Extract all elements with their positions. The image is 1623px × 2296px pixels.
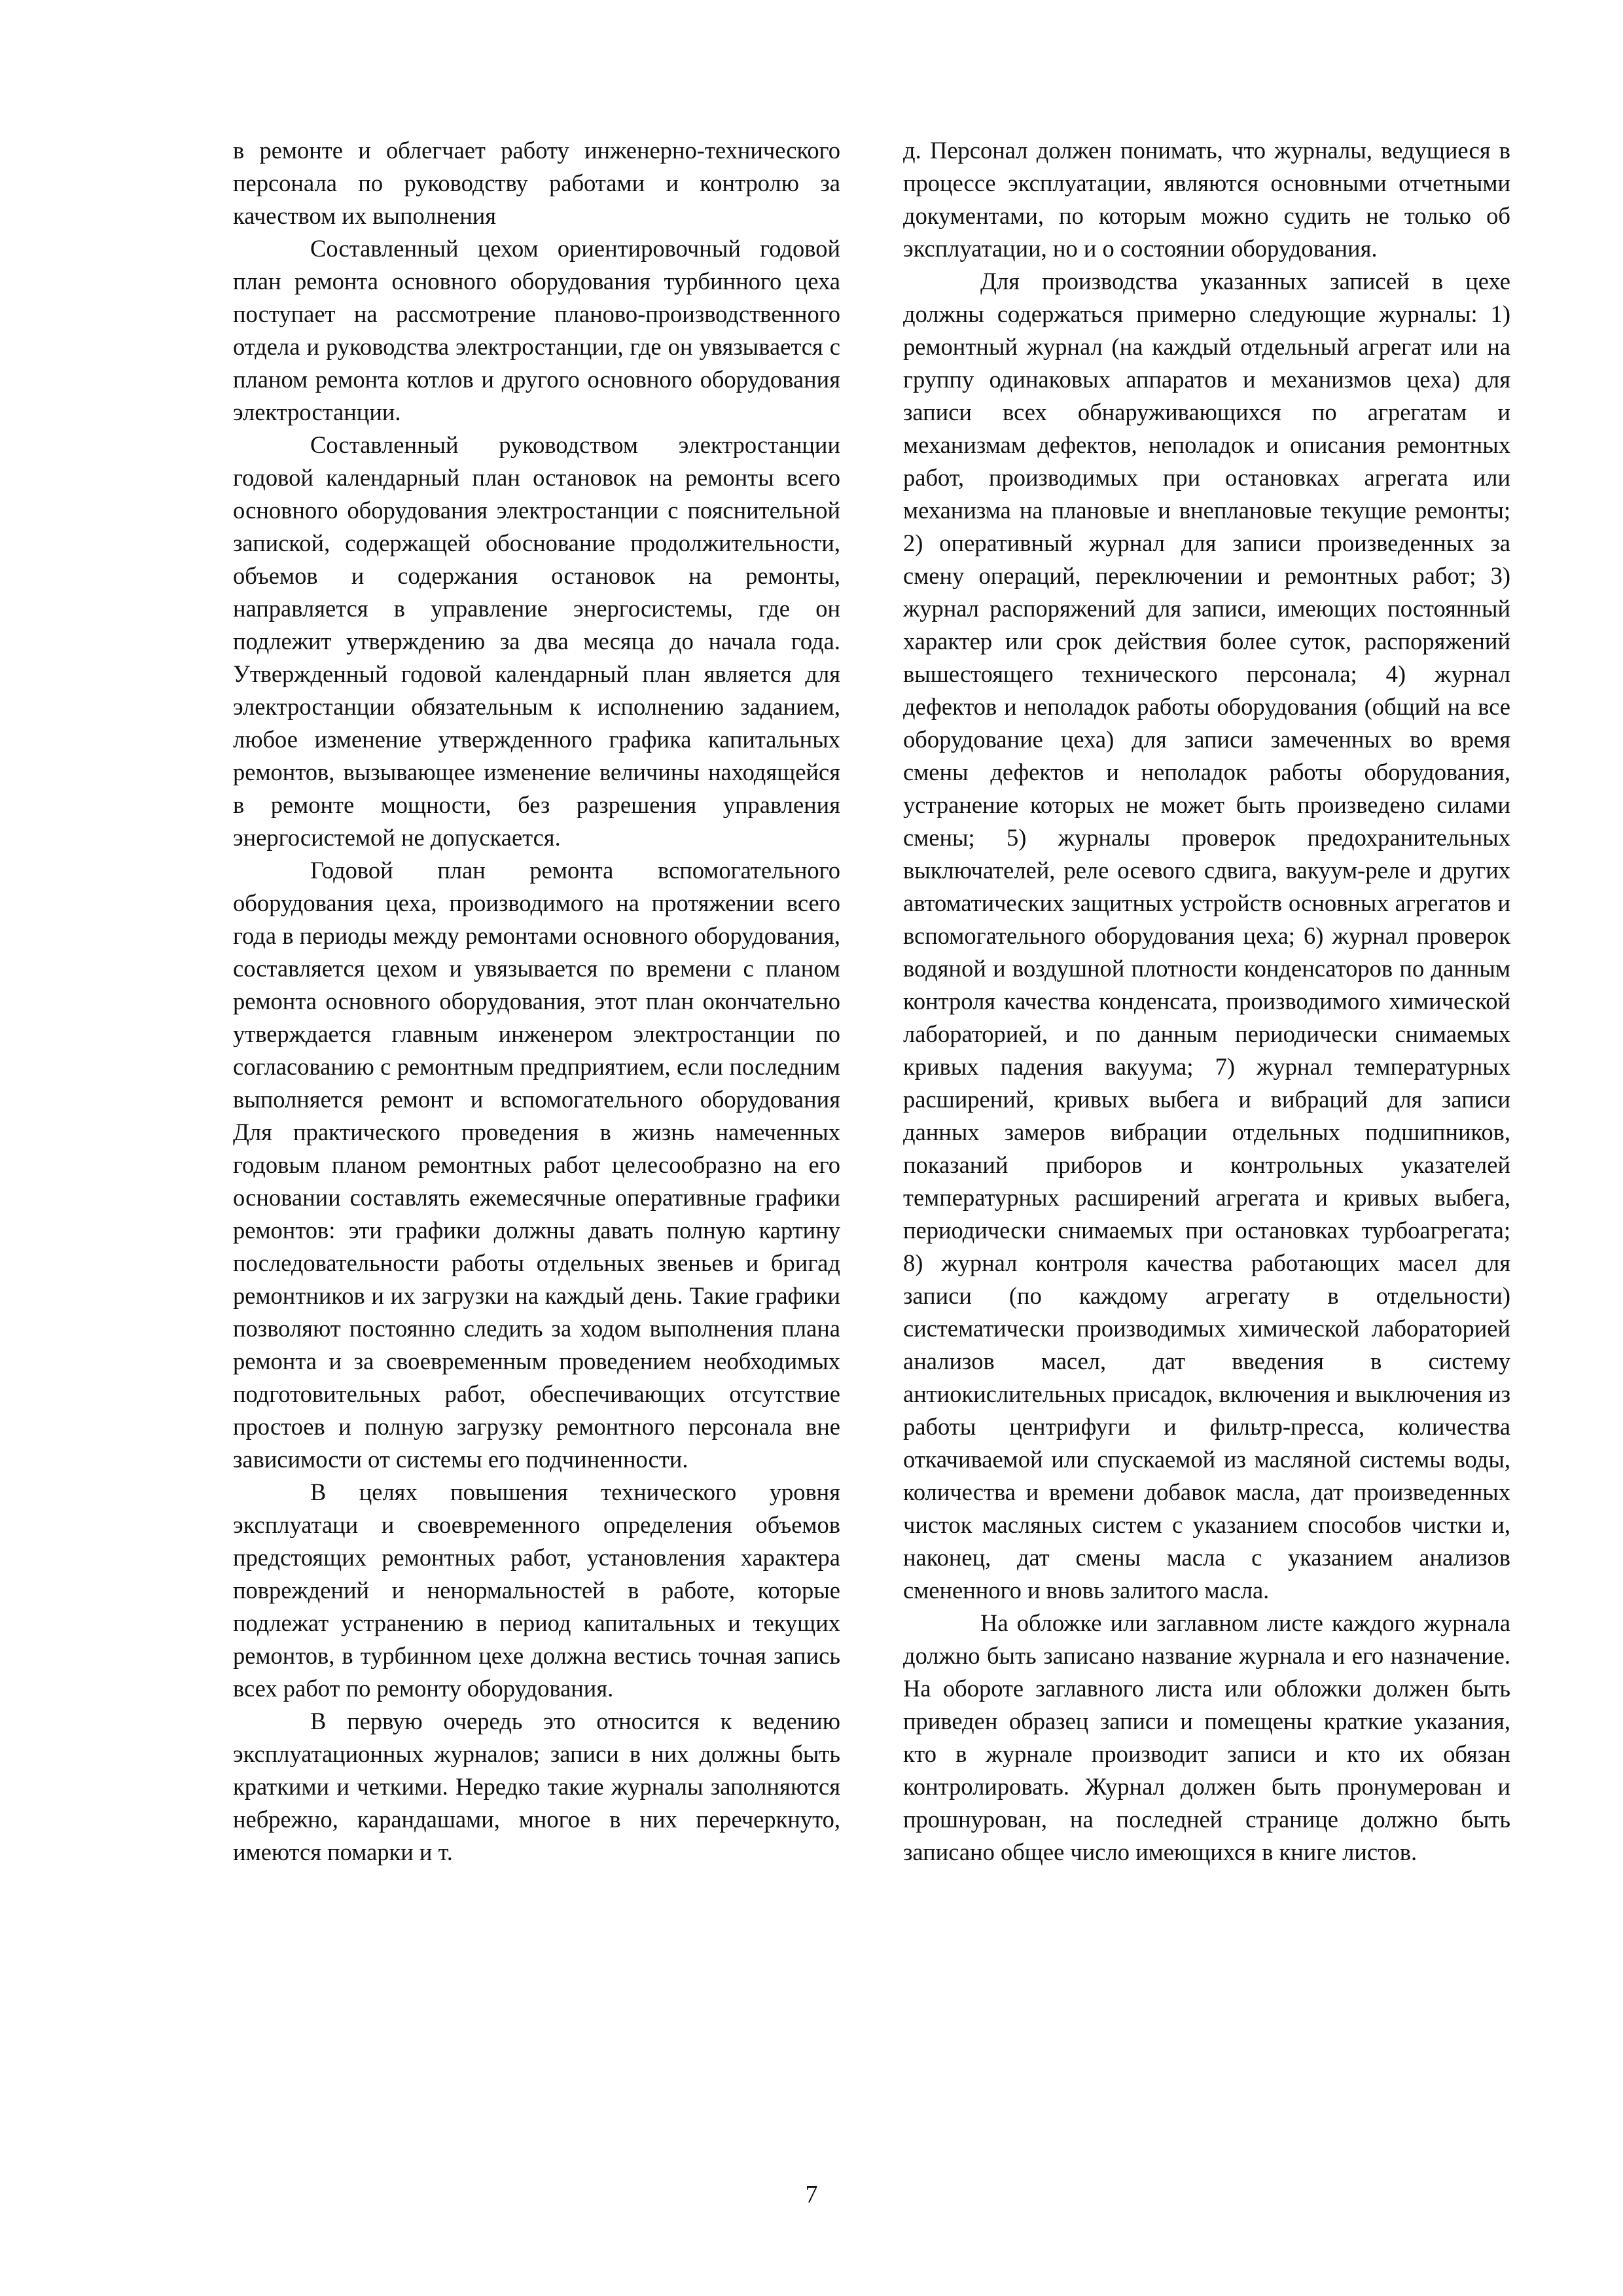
paragraph: Составленный цехом ориентировочный годовой план ремонта основного оборудования турбинного цеха поступает на рассмотрение планово-производственного отдела и руководства электростанции, где он увязывается с планом ремонта котлов и другого основного оборудования электростанции.: [233, 235, 840, 425]
paragraph: Для производства указанных записей в цехе должны содержаться примерно следующие журналы: 1) ремонтный журнал (на каждый отдельный агрегат или на группу одинаковых аппаратов и механизмов цеха) для записи всех обнаруживающихся по агрегатам и механизмам дефектов, неполадок и описания ремонтных работ, производимых при остановках агрегата или механизма на плановые и внеплановые текущие ремонты; 2) оперативный журнал для записи произведенных за смену операций, переключении и ремонтных работ; 3) журнал распоряжений для записи, имеющих постоянный характер или срок действия более суток, распоряжений вышестоящего технического персонала; 4) журнал дефектов и неполадок работы оборудования (общий на все оборудование цеха) для записи замеченных во время смены дефектов и неполадок работы оборудования, устранение которых не может быть произведено силами смены; 5) журналы проверок предохранительных выключателей, реле осевого сдвига, вакуум-реле и других автоматических защитных устройств основных агрегатов и вспомогательного оборудования цеха; 6) журнал проверок водяной и воздушной плотности конденсаторов по данным контроля качества конденсата, производимого химической лабораторией, и по данным периодически снимаемых кривых падения вакуума; 7) журнал температурных расширений, кривых выбега и вибраций для записи данных замеров вибрации отдельных подшипников, показаний приборов и контрольных указателей температурных расширений агрегата и кривых выбега, периодически снимаемых при остановках турбоагрегата; 8) журнал контроля качества работающих масел для записи (по каждому агрегату в отдельности) систематически производимых химической лабораторией анализов масел, дат введения в систему антиокислительных присадок, включения и выключения из работы центрифуги и фильтр-пресса, количества откачиваемой или спускаемой из масляной системы воды, количества и времени добавок масла, дат произведенных чисток масляных систем с указанием способов чистки и, наконец, дат смены масла с указанием анализов смененного и вновь залитого масла.: [903, 268, 1510, 1604]
page-number: 7: [805, 2181, 818, 2208]
left-text-column: [233, 134, 840, 1869]
paragraph: в ремонте и облегчает работу инженерно-технического персонала по руководству работами и контролю за качеством их выполнения: [233, 137, 840, 229]
right-text-column: [903, 134, 1510, 1869]
paragraph: В первую очередь это относится к ведению эксплуатационных журналов; записи в них должны быть краткими и четкими. Нередко такие журналы заполняются небрежно, карандашами, многое в них перечеркнуто, имеются помарки и т.: [233, 1708, 840, 1865]
paragraph: В целях повышения технического уровня эксплуатаци и своевременного определения объемов предстоящих ремонтных работ, установления характера повреждений и ненормальностей в работе, которые подлежат устранению в период капитальных и текущих ремонтов, в турбинном цехе должна вестись точная запись всех работ по ремонту оборудования.: [233, 1479, 840, 1702]
paragraph: д. Персонал должен понимать, что журналы, ведущиеся в процессе эксплуатации, являются основными отчетными документами, по которым можно судить не только об эксплуатации, но и о состоянии оборудования.: [903, 137, 1510, 262]
paragraph: Составленный руководством электростанции годовой календарный план остановок на ремонты всего основного оборудования электростанции с пояснительной запиской, содержащей обоснование продолжительности, объемов и содержания остановок на ремонты, направляется в управление энергосистемы, где он подлежит утверждению за два месяца до начала года. Утвержденный годовой календарный план является для электростанции обязательным к исполнению заданием, любое изменение утвержденного графика капитальных ремонтов, вызывающее изменение величины находящейся в ремонте мощности, без разрешения управления энергосистемой не допускается.: [233, 431, 840, 851]
paragraph: Годовой план ремонта вспомогательного оборудования цеха, производимого на протяжении всего года в периоды между ремонтами основного оборудования, составляется цехом и увязывается по времени с планом ремонта основного оборудования, этот план окончательно утверждается главным инженером электростанции по согласованию с ремонтным предприятием, если последним выполняется ремонт и вспомогательного оборудования Для практического проведения в жизнь намеченных годовым планом ремонтных работ целесообразно на его основании составлять ежемесячные оперативные графики ремонтов: эти графики должны давать полную картину последовательности работы отдельных звеньев и бригад ремонтников и их загрузки на каждый день. Такие графики позволяют постоянно следить за ходом выполнения плана ремонта и за своевременным проведением необходимых подготовительных работ, обеспечивающих отсутствие простоев и полную загрузку ремонтного персонала вне зависимости от системы его подчиненности.: [233, 857, 840, 1473]
paragraph: На обложке или заглавном листе каждого журнала должно быть записано название журнала и его назначение. На обороте заглавного листа или обложки должен быть приведен образец записи и помещены краткие указания, кто в журнале производит записи и кто их обязан контролировать. Журнал должен быть пронумерован и прошнурован, на последней странице должно быть записано общее число имеющихся в книге листов.: [903, 1609, 1510, 1865]
